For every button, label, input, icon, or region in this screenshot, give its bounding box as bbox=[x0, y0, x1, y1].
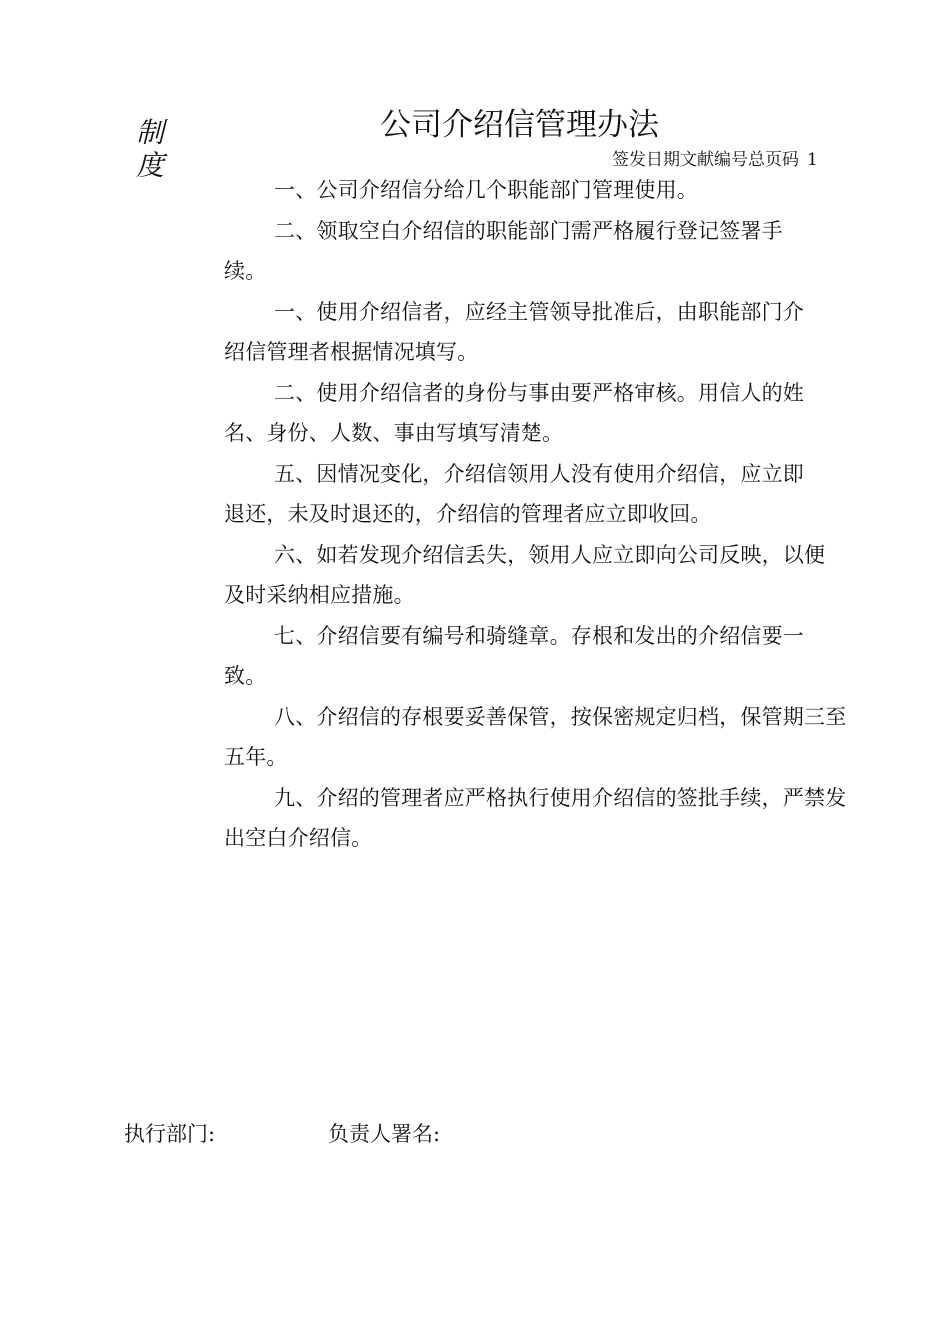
side-label-char: 制 bbox=[136, 116, 165, 149]
signature-label: 负责人署名: bbox=[328, 1122, 441, 1146]
clause: 八、介绍信的存根要妥善保管，按保密规定归档，保管期三至五年。 bbox=[224, 704, 847, 769]
page-count: 1 bbox=[807, 150, 818, 170]
side-label-char: 度 bbox=[136, 149, 165, 182]
document-body bbox=[224, 170, 864, 859]
clause: 一、公司介绍信分给几个职能部门管理使用。 bbox=[274, 178, 698, 202]
department-label: 执行部门: bbox=[124, 1122, 216, 1146]
clause: 二、领取空白介绍信的职能部门需严格履行登记签署手续。 bbox=[224, 218, 783, 283]
footer bbox=[124, 1118, 440, 1150]
clause: 七、介绍信要有编号和骑缝章。存根和发出的介绍信要一致。 bbox=[224, 623, 804, 688]
clause: 二、使用介绍信者的身份与事由要严格审核。用信人的姓名、身份、人数、事由写填写清楚。 bbox=[224, 380, 804, 445]
clause: 九、介绍的管理者应严格执行使用介绍信的签批手续，严禁发出空白介绍信。 bbox=[224, 785, 847, 850]
clause: 一、使用介绍信者，应经主管领导批准后，由职能部门介绍信管理者根据情况填写。 bbox=[224, 299, 804, 364]
meta-fields: 签发日期文献编号总页码 bbox=[612, 150, 799, 170]
clause: 六、如若发现介绍信丢失，领用人应立即向公司反映，以便及时采纳相应措施。 bbox=[224, 542, 826, 607]
clause: 五、因情况变化，介绍信领用人没有使用介绍信，应立即退还，未及时退还的，介绍信的管理者应立即收回。 bbox=[224, 461, 804, 526]
document-title: 公司介绍信管理办法 bbox=[380, 107, 659, 143]
side-label bbox=[136, 116, 176, 182]
document-meta bbox=[612, 148, 818, 172]
